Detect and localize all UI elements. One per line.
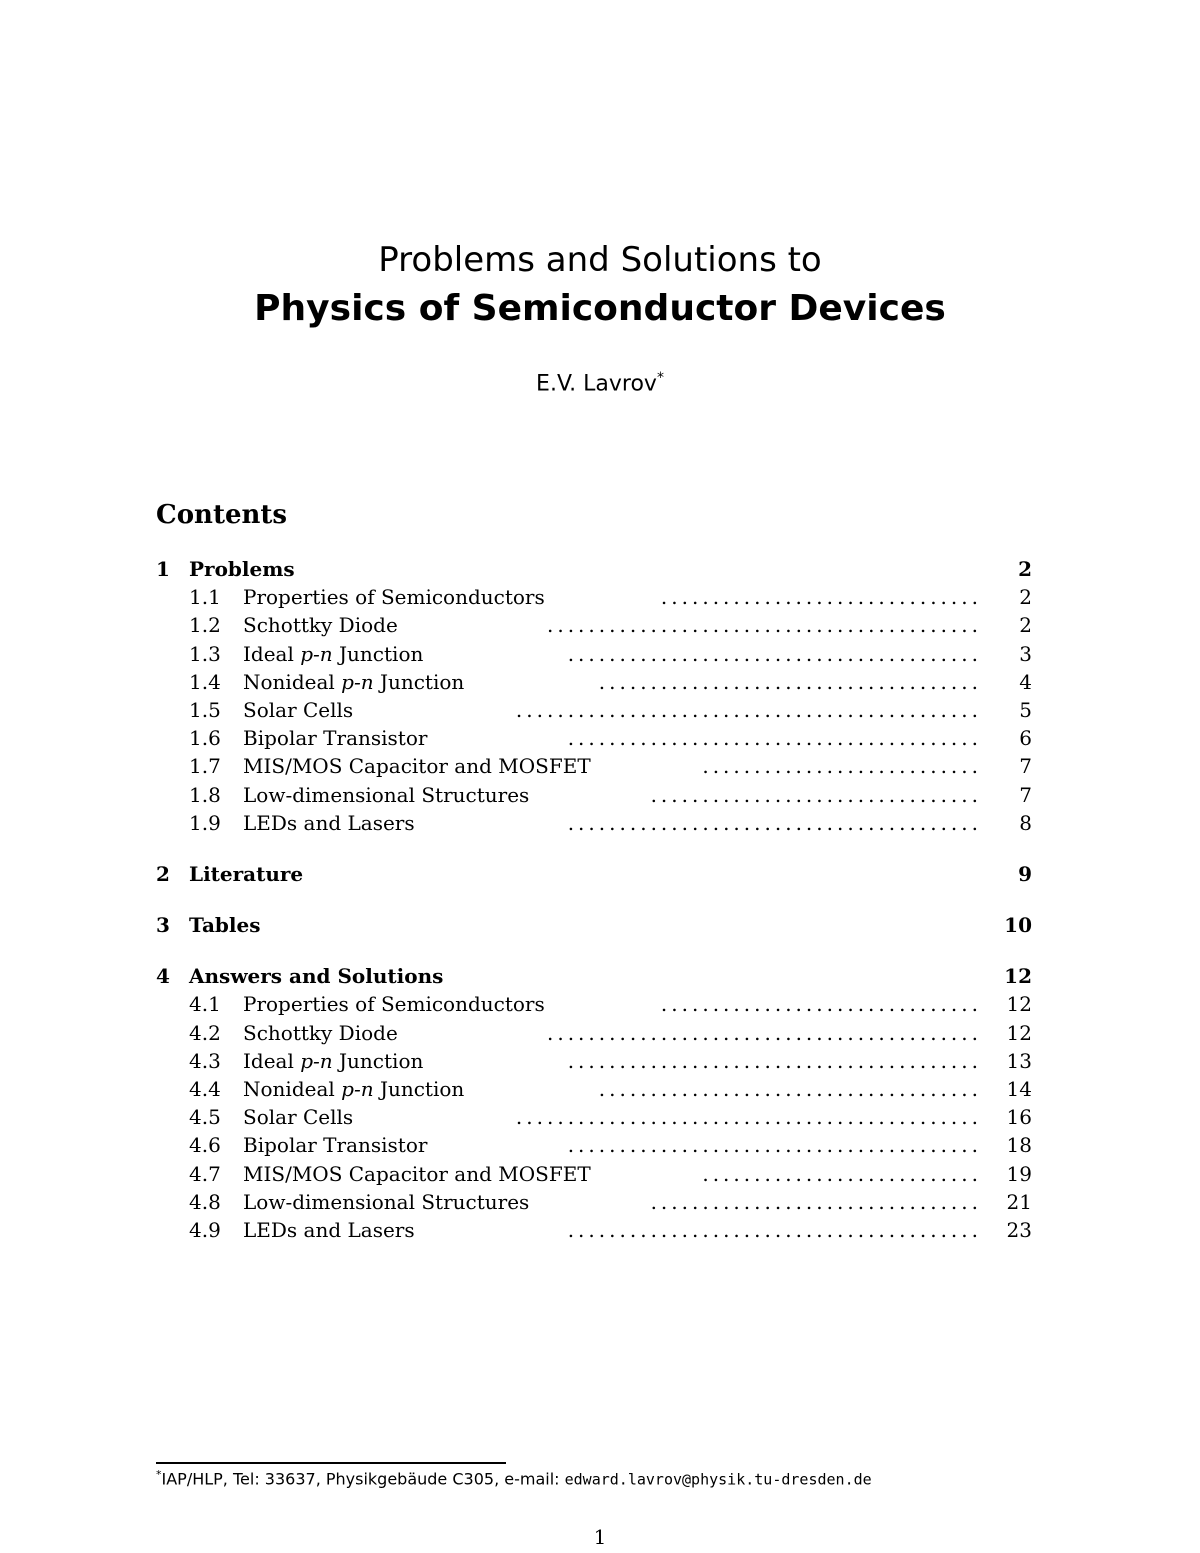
toc-leader-dots: ............................................. <box>515 697 982 722</box>
toc-entry-page: 16 <box>1006 1105 1032 1130</box>
author-footnote-mark: * <box>656 370 664 386</box>
toc-chapter-row[interactable] <box>156 911 1032 939</box>
toc-entry-number: 4.1 <box>189 992 221 1017</box>
toc-section-row[interactable] <box>156 1160 1032 1188</box>
toc-entry-title: Solar Cells <box>243 1105 354 1130</box>
toc-entry-page: 2 <box>1019 613 1032 638</box>
toc-entry-number: 1.9 <box>189 810 221 835</box>
toc-chapter-row[interactable] <box>156 555 1032 583</box>
toc-leader-dots: ........................................ <box>567 1217 982 1242</box>
toc-entry-number: 4.2 <box>189 1020 221 1045</box>
author <box>0 370 1200 396</box>
footnote-text: IAP/HLP, Tel: 33637, Physikgebäude C305, e-mail: <box>161 1469 565 1489</box>
toc-leader-dots: ............................... <box>660 585 982 610</box>
toc-entry-page: 8 <box>1019 810 1032 835</box>
toc-leader-dots: ..................................... <box>598 1077 982 1101</box>
toc-entry-title: Properties of Semiconductors <box>243 992 545 1017</box>
toc-entry-page: 12 <box>1004 964 1032 989</box>
toc-entry-page: 13 <box>1006 1048 1032 1073</box>
toc-entry-title: MIS/MOS Capacitor and MOSFET <box>243 1161 591 1186</box>
table-of-contents <box>156 555 1032 1244</box>
toc-entry-number: 1.4 <box>189 669 221 694</box>
toc-entry-title: Ideal p-n Junction <box>243 1048 424 1073</box>
toc-entry-page: 12 <box>1006 1020 1032 1045</box>
toc-entry-number: 1.5 <box>189 697 221 722</box>
toc-section-row[interactable] <box>156 1216 1032 1244</box>
toc-leader-dots: ........................... <box>702 1161 982 1186</box>
toc-entry-title: Literature <box>189 861 304 886</box>
toc-leader-dots: ........................... <box>702 754 982 779</box>
toc-entry-page: 2 <box>1018 557 1032 581</box>
toc-section-row[interactable] <box>156 1075 1032 1103</box>
toc-entry-number: 4 <box>156 964 170 989</box>
toc-leader-dots: ........................................ <box>567 1048 982 1073</box>
toc-entry-number: 1.7 <box>189 754 221 779</box>
toc-leader-dots: ..................................... <box>598 669 982 694</box>
toc-leader-dots: ........................................ <box>567 641 982 666</box>
toc-section-row[interactable] <box>156 1131 1032 1159</box>
toc-entry-number: 1.8 <box>189 782 221 807</box>
toc-entry-number: 4.3 <box>189 1048 221 1073</box>
toc-entry-title: Low-dimensional Structures <box>243 1189 530 1214</box>
toc-entry-title: Schottky Diode <box>243 1020 398 1045</box>
toc-entry-number: 1.1 <box>189 585 221 610</box>
toc-section-row[interactable] <box>156 640 1032 668</box>
toc-entry-page: 21 <box>1006 1189 1032 1214</box>
toc-entry-title: Nonideal p-n Junction <box>243 669 465 694</box>
footnote-rule <box>156 1462 506 1464</box>
toc-section-row[interactable] <box>156 1188 1032 1216</box>
toc-entry-title: Ideal p-n Junction <box>243 641 424 666</box>
toc-entry-number: 4.4 <box>189 1077 221 1101</box>
toc-entry-page: 4 <box>1019 669 1032 694</box>
toc-entry-number: 1.6 <box>189 726 221 751</box>
toc-chapter-row[interactable] <box>156 962 1032 990</box>
toc-entry-number: 1 <box>156 557 170 581</box>
toc-entry-number: 1.3 <box>189 641 221 666</box>
toc-entry-page: 9 <box>1018 861 1032 886</box>
toc-entry-number: 4.7 <box>189 1161 221 1186</box>
toc-entry-title: LEDs and Lasers <box>243 1217 415 1242</box>
toc-section-row[interactable] <box>156 990 1032 1018</box>
toc-entry-page: 10 <box>1004 913 1032 938</box>
toc-entry-number: 2 <box>156 861 170 886</box>
toc-entry-title: Properties of Semiconductors <box>243 585 545 610</box>
toc-section-row[interactable] <box>156 752 1032 780</box>
toc-section-row[interactable] <box>156 583 1032 611</box>
toc-entry-number: 4.6 <box>189 1133 221 1158</box>
toc-chapter-row[interactable] <box>156 860 1032 888</box>
toc-leader-dots: ........................................ <box>567 1133 982 1158</box>
toc-entry-title: LEDs and Lasers <box>243 810 415 835</box>
toc-section-row[interactable] <box>156 696 1032 724</box>
toc-entry-title: Tables <box>189 913 261 938</box>
toc-entry-number: 3 <box>156 913 170 938</box>
toc-entry-title: Answers and Solutions <box>189 964 444 989</box>
toc-entry-title: Solar Cells <box>243 697 354 722</box>
toc-entry-number: 1.2 <box>189 613 221 638</box>
toc-entry-title: Nonideal p-n Junction <box>243 1077 465 1101</box>
toc-entry-title: Low-dimensional Structures <box>243 782 530 807</box>
footnote-mark: * <box>156 1468 162 1481</box>
toc-leader-dots: ................................ <box>650 782 982 807</box>
toc-section-row[interactable] <box>156 724 1032 752</box>
toc-section-row[interactable] <box>156 781 1032 809</box>
toc-entry-page: 2 <box>1019 585 1032 610</box>
page-number: 1 <box>593 1525 607 1549</box>
author-name: E.V. Lavrov <box>536 371 657 397</box>
toc-entry-page: 23 <box>1006 1217 1032 1242</box>
toc-entry-number: 4.8 <box>189 1189 221 1214</box>
footnote-email: edward.lavrov@physik.tu-dresden.de <box>564 1470 872 1489</box>
toc-entry-page: 6 <box>1019 726 1032 751</box>
toc-section-row[interactable] <box>156 809 1032 837</box>
toc-entry-page: 3 <box>1019 641 1032 666</box>
toc-leader-dots: ................................ <box>650 1189 982 1214</box>
toc-entry-number: 4.5 <box>189 1105 221 1130</box>
toc-section-row[interactable] <box>156 1047 1032 1075</box>
toc-leader-dots: .......................................... <box>546 1020 982 1045</box>
toc-entry-title: MIS/MOS Capacitor and MOSFET <box>243 754 591 779</box>
toc-leader-dots: ........................................ <box>567 810 982 835</box>
toc-leader-dots: ............................... <box>660 992 982 1017</box>
toc-entry-title: Bipolar Transistor <box>243 726 428 751</box>
footnote <box>156 1468 872 1488</box>
contents-heading: Contents <box>156 500 288 530</box>
toc-section-row[interactable] <box>156 668 1032 696</box>
toc-entry-page: 14 <box>1006 1077 1032 1101</box>
toc-leader-dots: ............................................. <box>515 1105 982 1130</box>
toc-entry-title: Problems <box>189 557 295 581</box>
toc-entry-page: 12 <box>1006 992 1032 1017</box>
toc-entry-page: 7 <box>1019 782 1032 807</box>
toc-section-row[interactable] <box>156 1019 1032 1047</box>
toc-leader-dots: ........................................ <box>567 726 982 751</box>
toc-entry-title: Schottky Diode <box>243 613 398 638</box>
toc-entry-page: 19 <box>1006 1161 1032 1186</box>
toc-leader-dots: .......................................... <box>546 613 982 638</box>
title-line-2: Physics of Semiconductor Devices <box>254 288 946 329</box>
toc-entry-page: 7 <box>1019 754 1032 779</box>
toc-section-row[interactable] <box>156 611 1032 639</box>
toc-entry-page: 18 <box>1006 1133 1032 1158</box>
toc-entry-page: 5 <box>1019 697 1032 722</box>
title-line-1: Problems and Solutions to <box>378 240 822 280</box>
toc-entry-title: Bipolar Transistor <box>243 1133 428 1158</box>
toc-entry-number: 4.9 <box>189 1217 221 1242</box>
toc-section-row[interactable] <box>156 1103 1032 1131</box>
